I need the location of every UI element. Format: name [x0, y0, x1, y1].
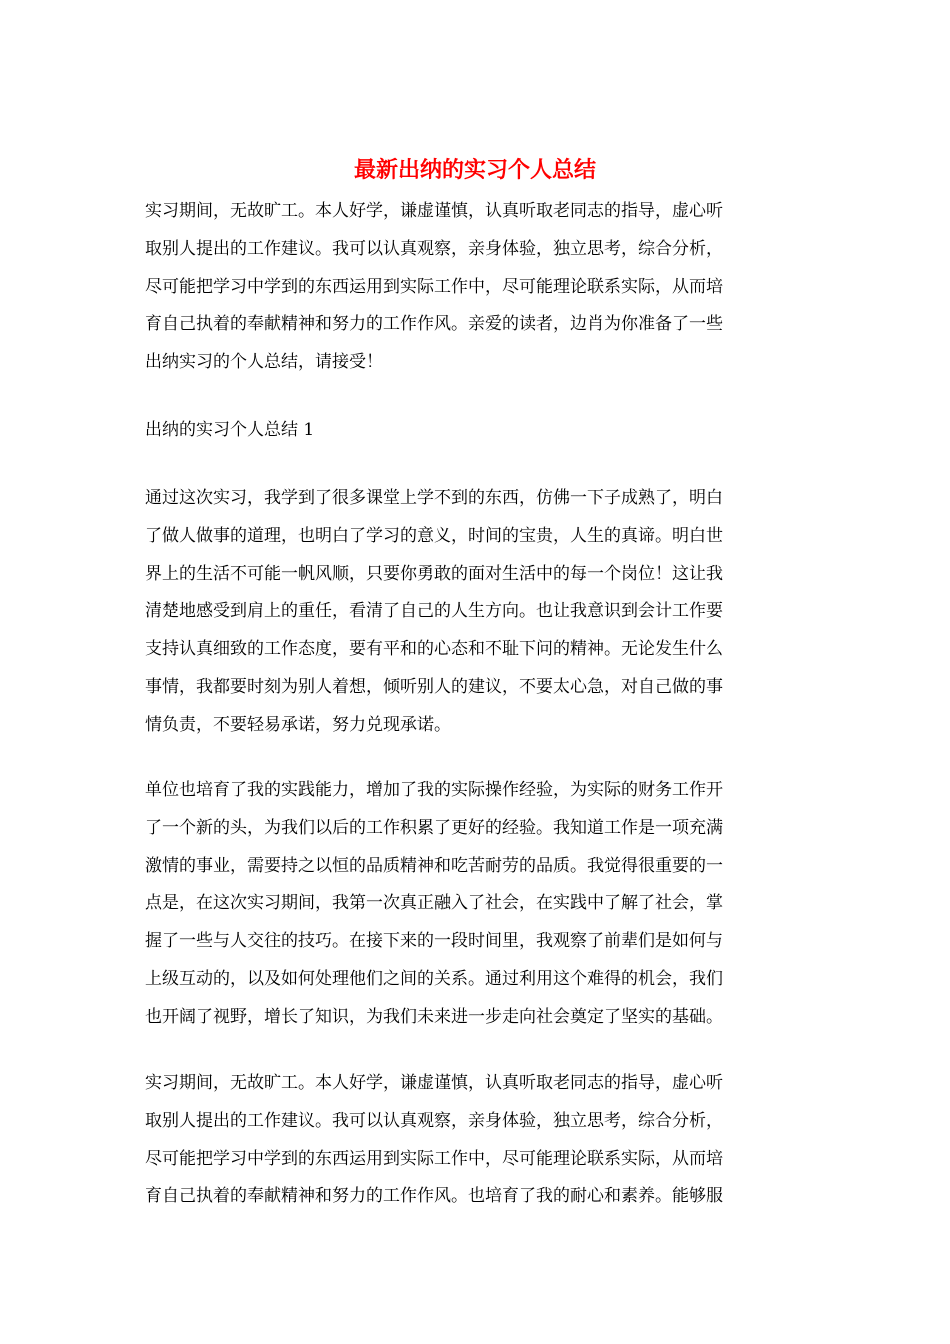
text-line: 实习期间，无故旷工。本人好学，谦虚谨慎，认真听取老同志的指导，虚心听 — [145, 1073, 723, 1093]
paragraph-3 — [145, 1065, 797, 1216]
text-line: 育自己执着的奉献精神和努力的工作作风。也培育了我的耐心和素养。能够服 — [145, 1186, 723, 1207]
text-line: 实习期间，无故旷工。本人好学，谦虚谨慎，认真听取老同志的指导，虚心听 — [145, 201, 723, 221]
paragraph-1 — [145, 480, 797, 745]
text-line: 握了一些与人交往的技巧。在接下来的一段时间里，我观察了前辈们是如何与 — [145, 931, 723, 952]
text-line: 育自己执着的奉献精神和努力的工作作风。亲爱的读者，边肖为你准备了一些 — [145, 314, 723, 335]
text-line: 通过这次实习，我学到了很多课堂上学不到的东西，仿佛一下子成熟了，明白 — [145, 488, 723, 508]
text-line: 上级互动的，以及如何处理他们之间的关系。通过利用这个难得的机会，我们 — [145, 968, 723, 989]
paragraph-2 — [145, 772, 797, 1037]
text-line: 单位也培育了我的实践能力，增加了我的实际操作经验，为实际的财务工作开 — [145, 780, 723, 800]
document-title: 最新出纳的实习个人总结 — [353, 157, 596, 183]
text-line: 激情的事业，需要持之以恒的品质精神和吃苦耐劳的品质。我觉得很重要的一 — [145, 855, 723, 876]
text-line: 取别人提出的工作建议。我可以认真观察，亲身体验，独立思考，综合分析， — [145, 1110, 723, 1131]
text-line: 也开阔了视野，增长了知识，为我们未来进一步走向社会奠定了坚实的基础。 — [145, 1006, 723, 1027]
text-line: 出纳实习的个人总结，请接受！ — [145, 352, 383, 373]
text-line: 清楚地感受到肩上的重任，看清了自己的人生方向。也让我意识到会计工作要 — [145, 601, 723, 622]
text-line: 支持认真细致的工作态度，要有平和的心态和不耻下问的精神。无论发生什么 — [145, 639, 723, 660]
intro-paragraph — [145, 193, 797, 382]
text-line: 尽可能把学习中学到的东西运用到实际工作中，尽可能理论联系实际，从而培 — [145, 1148, 723, 1169]
text-line: 尽可能把学习中学到的东西运用到实际工作中，尽可能理论联系实际，从而培 — [145, 276, 723, 297]
section-heading: 出纳的实习个人总结 1 — [145, 420, 315, 440]
text-line: 取别人提出的工作建议。我可以认真观察，亲身体验，独立思考，综合分析， — [145, 238, 723, 259]
text-line: 点是，在这次实习期间，我第一次真正融入了社会，在实践中了解了社会，掌 — [145, 893, 723, 914]
text-line: 情负责，不要轻易承诺，努力兑现承诺。 — [145, 714, 451, 735]
text-line: 了一个新的头，为我们以后的工作积累了更好的经验。我知道工作是一项充满 — [145, 817, 723, 838]
text-line: 事情，我都要时刻为别人着想，倾听别人的建议，不要太心急，对自己做的事 — [145, 676, 723, 697]
text-line: 界上的生活不可能一帆风顺，只要你勇敢的面对生活中的每一个岗位！这让我 — [145, 563, 723, 584]
text-line: 了做人做事的道理，也明白了学习的意义，时间的宝贵，人生的真谛。明白世 — [145, 525, 723, 546]
